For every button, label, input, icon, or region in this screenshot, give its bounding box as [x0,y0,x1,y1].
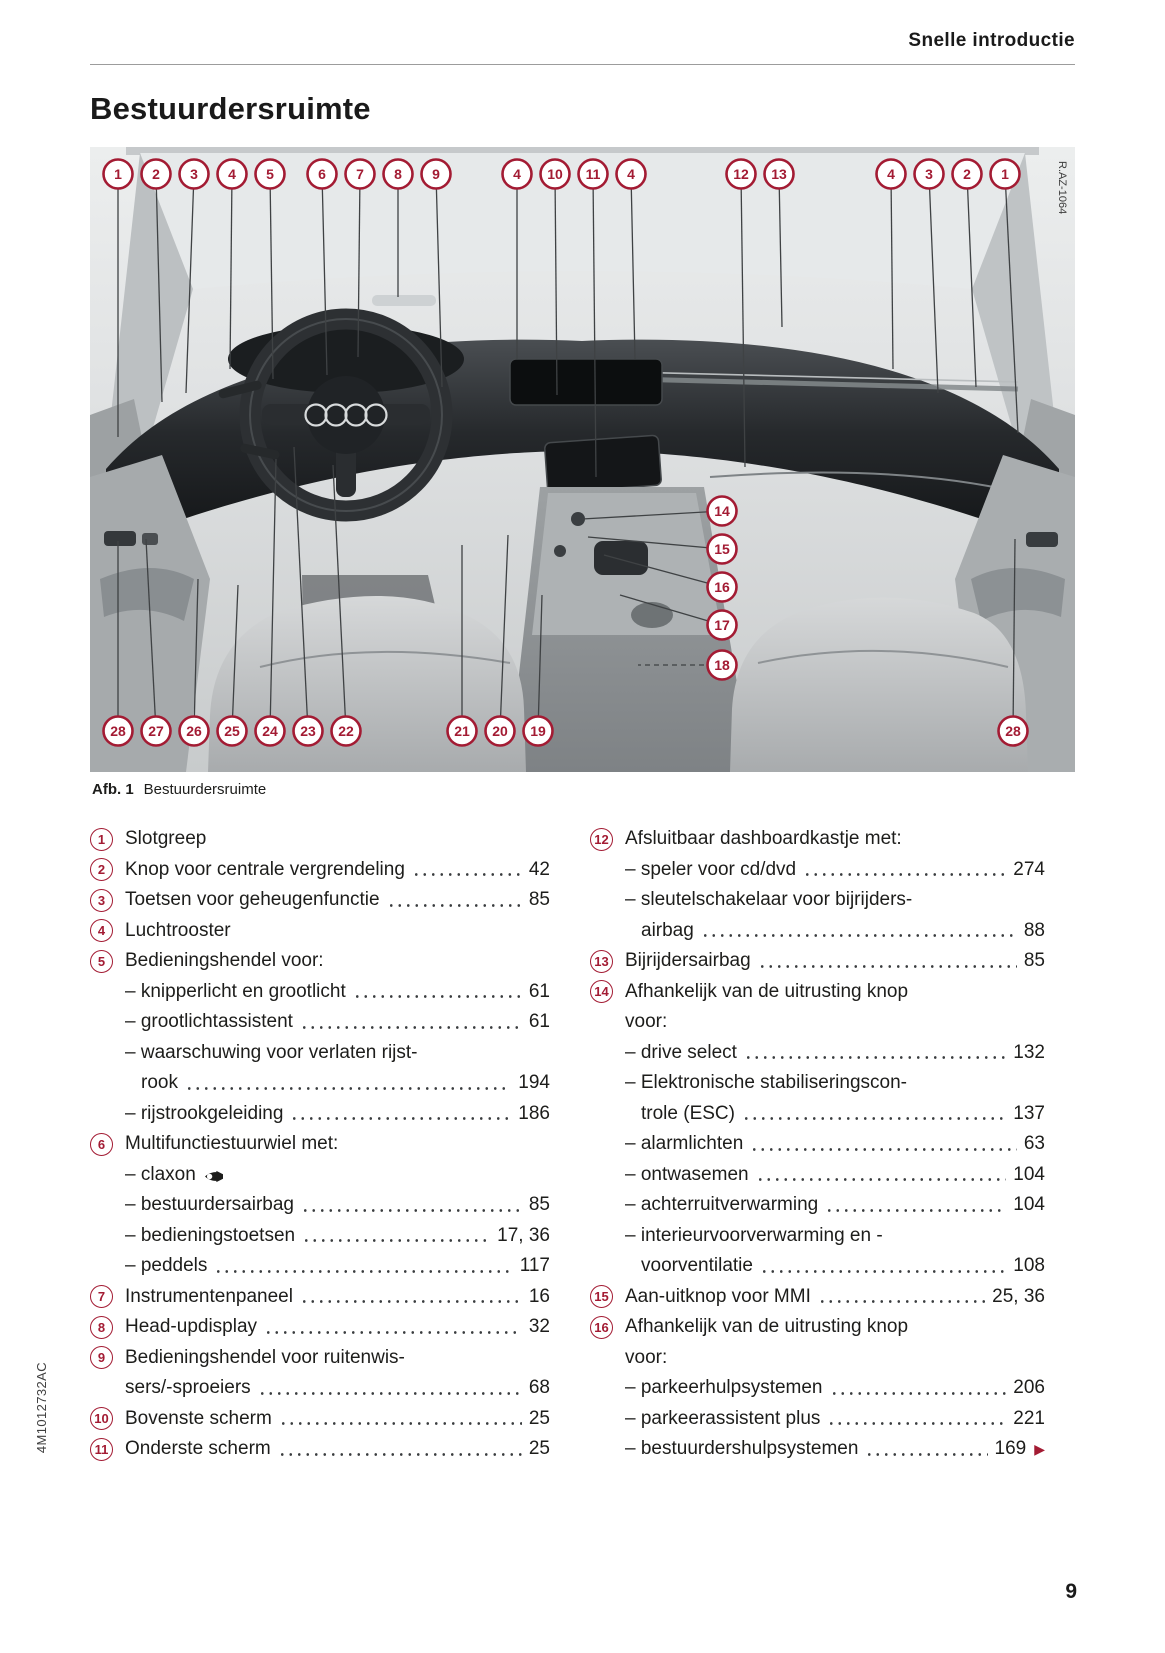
svg-text:6: 6 [318,166,326,182]
callout-10 [541,160,570,189]
dotted-leader [301,1209,522,1212]
svg-text:4: 4 [228,166,236,182]
dotted-leader [701,934,1017,937]
dotted-leader [185,1087,511,1090]
legend-label: Onderste scherm [125,1438,271,1460]
callout-12 [727,160,756,189]
callout-24 [256,717,285,746]
dotted-leader [290,1117,511,1120]
lower-screen [544,435,661,493]
svg-text:28: 28 [110,723,126,739]
page-reference: 221 [1013,1407,1045,1429]
legend-subitem [590,1251,1045,1282]
upper-screen [510,359,662,405]
svg-text:3: 3 [190,166,198,182]
legend-item-12 [590,824,1045,855]
legend-label: Afhankelijk van de uitrusting knop [625,980,909,1002]
legend-label: – grootlichtassistent [125,1011,293,1033]
legend-column-right [590,824,1075,1465]
legend-label: Slotgreep [125,828,207,850]
page-reference: 194 [518,1072,550,1094]
legend-item-15 [590,1282,1045,1313]
legend-item-2 [90,855,550,886]
page-reference: 186 [518,1102,550,1124]
dotted-leader [827,1422,1006,1425]
section-header: Snelle introductie [908,30,1075,51]
legend-label: Luchtrooster [125,919,231,941]
callout-1 [104,160,133,189]
svg-text:2: 2 [152,166,160,182]
page-reference: 206 [1013,1377,1045,1399]
legend-subitem [590,1404,1045,1435]
callout-2 [142,160,171,189]
svg-text:15: 15 [714,541,730,557]
svg-text:13: 13 [771,166,787,182]
legend-subitem [590,1099,1045,1130]
page-reference: 85 [1023,950,1045,972]
legend-label: – knipperlicht en grootlicht [125,980,346,1002]
callout-23 [294,717,323,746]
svg-text:2: 2 [963,166,971,182]
legend-subitem [590,1038,1045,1069]
figure-caption [90,772,1075,798]
dotted-leader [760,1270,1006,1273]
legend-subitem [90,1160,550,1191]
legend-label: – sleutelschakelaar voor bijrijders- [625,889,913,911]
legend-number-icon: 4 [90,919,113,942]
callout-4 [503,160,532,189]
legend-label: – waarschuwing voor verlaten rijst- [125,1041,418,1063]
legend-number-icon: 10 [90,1407,113,1430]
page-reference: 117 [519,1255,550,1277]
svg-text:20: 20 [492,723,508,739]
dotted-leader [300,1300,522,1303]
page-reference: 88 [1023,919,1045,941]
legend-label: – parkeerhulpsystemen [625,1377,823,1399]
figure-caption-text: Bestuurdersruimte [143,781,267,798]
image-code: R.AZ-1064 [1056,161,1068,215]
legend-number-icon: 16 [590,1316,613,1339]
legend-label: Afsluitbaar dashboardkastje met: [625,828,902,850]
legend-subitem [590,1434,1045,1465]
callout-17 [708,611,737,640]
dotted-leader [278,1453,522,1456]
legend-subitem [590,1190,1045,1221]
horn-icon [204,1170,224,1183]
svg-text:10: 10 [547,166,563,182]
legend-subitem [90,1221,550,1252]
callout-21 [448,717,477,746]
legend-subitem [90,1007,550,1038]
legend-subitem [590,1129,1045,1160]
dashboard-drawing [90,147,1075,772]
legend-number-icon: 9 [90,1346,113,1369]
callout-25 [218,717,247,746]
legend-subitem [590,1343,1045,1374]
svg-text:28: 28 [1005,723,1021,739]
dotted-leader [300,1026,522,1029]
callout-4 [218,160,247,189]
legend-label: Bovenste scherm [125,1407,272,1429]
callout-3 [915,160,944,189]
dashboard-illustration [90,147,1075,772]
callout-11 [579,160,608,189]
dotted-leader [803,873,1006,876]
svg-text:26: 26 [186,723,202,739]
legend-number-icon: 8 [90,1316,113,1339]
svg-text:1: 1 [1001,166,1009,182]
callout-26 [180,717,209,746]
callout-7 [346,160,375,189]
page-reference: 132 [1013,1041,1045,1063]
callout-18 [708,651,737,680]
legend-subitem [90,1099,550,1130]
page-reference: 32 [528,1316,550,1338]
page-reference: 63 [1023,1133,1045,1155]
svg-text:21: 21 [454,723,470,739]
page-reference: 25, 36 [992,1285,1045,1307]
legend-number-icon: 2 [90,858,113,881]
svg-text:16: 16 [714,579,730,595]
cupholder [631,602,673,628]
callout-6 [308,160,337,189]
legend-item-6 [90,1129,550,1160]
legend-subitem [590,916,1045,947]
page-reference: 17, 36 [497,1224,550,1246]
page-reference: 61 [528,980,550,1002]
page-reference: 274 [1013,858,1045,880]
legend-subitem [90,1068,550,1099]
callout-2 [953,160,982,189]
legend-column-left [90,824,550,1465]
legend-label: voorventilatie [641,1255,753,1277]
legend-subitem [90,977,550,1008]
callout-13 [765,160,794,189]
legend-item-10 [90,1404,550,1435]
legend-subitem [590,1068,1045,1099]
figure-caption-label: Afb. 1 [92,781,134,798]
head-up-display [372,295,436,306]
legend-item-3 [90,885,550,916]
dotted-leader [353,995,522,998]
legend-label: sers/-sproeiers [125,1377,251,1399]
page-reference: 42 [528,858,550,880]
dotted-leader [264,1331,522,1334]
page-title: Bestuurdersruimte [90,91,371,126]
svg-text:8: 8 [394,166,402,182]
legend-label: – peddels [125,1255,208,1277]
dotted-leader [742,1117,1006,1120]
console-button [554,545,566,557]
svg-text:18: 18 [714,657,730,673]
callout-4 [617,160,646,189]
continuation-arrow-icon: ▶ [1034,1440,1045,1457]
svg-text:11: 11 [585,166,601,182]
page-reference: 137 [1013,1102,1045,1124]
gear-selector [594,541,648,575]
legend-number-icon: 1 [90,828,113,851]
svg-text:25: 25 [224,723,240,739]
legend-label: – speler voor cd/dvd [625,858,797,880]
callout-3 [180,160,209,189]
legend-subitem [590,1007,1045,1038]
callout-28 [999,717,1028,746]
legend-subitem [90,1038,550,1069]
legend-label: – claxon [125,1163,196,1185]
dotted-leader [279,1422,522,1425]
legend-label: Multifunctiestuurwiel met: [125,1133,339,1155]
legend-label: – bedieningstoetsen [125,1224,296,1246]
legend-label: Bedieningshendel voor: [125,950,324,972]
legend-label: Toetsen voor geheugenfunctie [125,889,380,911]
legend-subitem [590,1221,1045,1252]
callout-1 [991,160,1020,189]
page-reference: 68 [528,1377,550,1399]
legend-number-icon: 12 [590,828,613,851]
callout-19 [524,717,553,746]
legend-number-icon: 5 [90,950,113,973]
page-reference: 169 [994,1438,1027,1460]
svg-text:4: 4 [887,166,895,182]
callout-22 [332,717,361,746]
legend-subitem [590,885,1045,916]
legend-item-9 [90,1343,550,1374]
legend-subitem [590,1373,1045,1404]
legend-label: Head-updisplay [125,1316,258,1338]
svg-text:23: 23 [300,723,316,739]
dotted-leader [387,904,522,907]
legend-label: Bijrijdersairbag [625,950,751,972]
legend-label: – parkeerassistent plus [625,1407,821,1429]
callout-27 [142,717,171,746]
svg-text:19: 19 [530,723,546,739]
legend-subitem [90,1190,550,1221]
legend-item-13 [590,946,1045,977]
svg-text:4: 4 [627,166,635,182]
dotted-leader [825,1209,1006,1212]
legend-label: airbag [641,919,694,941]
legend-item-7 [90,1282,550,1313]
legend-number-icon: 6 [90,1133,113,1156]
door-handle-left [142,533,158,545]
dotted-leader [258,1392,522,1395]
page-reference: 85 [528,1194,550,1216]
dotted-leader [818,1300,985,1303]
svg-text:9: 9 [432,166,440,182]
legend-number-icon: 14 [590,980,613,1003]
window-switches-right [1026,532,1058,547]
page-reference: 104 [1013,1163,1045,1185]
legend-label: – bestuurdershulpsystemen [625,1438,859,1460]
page-reference: 25 [528,1407,550,1429]
svg-text:27: 27 [148,723,164,739]
callout-8 [384,160,413,189]
callout-4 [877,160,906,189]
legend-label: rook [141,1072,178,1094]
page-reference: 85 [528,889,550,911]
legend-item-5 [90,946,550,977]
legend-item-1 [90,824,550,855]
svg-text:17: 17 [714,617,730,633]
page-reference: 16 [528,1285,550,1307]
page-number: 9 [1065,1580,1077,1603]
document-code: 4M1012732AC [34,1362,49,1454]
legend-label: – Elektronische stabiliseringscon- [625,1072,907,1094]
page-reference: 25 [528,1438,550,1460]
legend-number-icon: 11 [90,1438,113,1461]
legend-label: Aan-uitknop voor MMI [625,1285,811,1307]
legend-label: – rijstrookgeleiding [125,1102,284,1124]
svg-text:14: 14 [714,503,730,519]
dotted-leader [756,1178,1007,1181]
svg-text:3: 3 [925,166,933,182]
legend-label: trole (ESC) [641,1102,735,1124]
legend-label: voor: [625,1011,668,1033]
page-reference: 108 [1013,1255,1045,1277]
legend-subitem [90,1373,550,1404]
legend-item-11 [90,1434,550,1465]
legend-label: – bestuurdersairbag [125,1194,294,1216]
dotted-leader [302,1239,490,1242]
svg-text:4: 4 [513,166,521,182]
dotted-leader [412,873,522,876]
page-header [90,0,1075,65]
legend-item-8 [90,1312,550,1343]
svg-text:1: 1 [114,166,122,182]
callout-15 [708,535,737,564]
dotted-leader [865,1453,987,1456]
legend-subitem [590,855,1045,886]
legend-label: – interieurvoorverwarming en - [625,1224,883,1246]
legend-item-16 [590,1312,1045,1343]
legend-number-icon: 15 [590,1285,613,1308]
legend-item-4 [90,916,550,947]
dotted-leader [758,965,1017,968]
callout-28 [104,717,133,746]
dotted-leader [830,1392,1007,1395]
legend-label: – ontwasemen [625,1163,749,1185]
legend-label: Knop voor centrale vergrendeling [125,858,405,880]
dotted-leader [750,1148,1017,1151]
legend-subitem [90,1251,550,1282]
svg-text:12: 12 [733,166,749,182]
legend-label: – drive select [625,1041,737,1063]
legend-label: Afhankelijk van de uitrusting knop [625,1316,909,1338]
legend [90,824,1075,1465]
legend-label: voor: [625,1346,668,1368]
page-reference: 61 [528,1011,550,1033]
legend-label: Instrumentenpaneel [125,1285,293,1307]
callout-16 [708,573,737,602]
dotted-leader [214,1270,512,1273]
dotted-leader [744,1056,1006,1059]
callout-9 [422,160,451,189]
legend-item-14 [590,977,1045,1008]
callout-20 [486,717,515,746]
legend-subitem [590,1160,1045,1191]
legend-label: – alarmlichten [625,1133,744,1155]
svg-text:22: 22 [338,723,354,739]
legend-label: Bedieningshendel voor ruitenwis- [125,1346,405,1368]
callout-5 [256,160,285,189]
svg-text:24: 24 [262,723,278,739]
legend-number-icon: 13 [590,950,613,973]
legend-number-icon: 3 [90,889,113,912]
figure [90,147,1075,798]
svg-text:7: 7 [356,166,364,182]
svg-text:5: 5 [266,166,274,182]
page-reference: 104 [1013,1194,1045,1216]
legend-label: – achterruitverwarming [625,1194,819,1216]
callout-14 [708,497,737,526]
legend-number-icon: 7 [90,1285,113,1308]
window-switches-left [104,531,136,546]
